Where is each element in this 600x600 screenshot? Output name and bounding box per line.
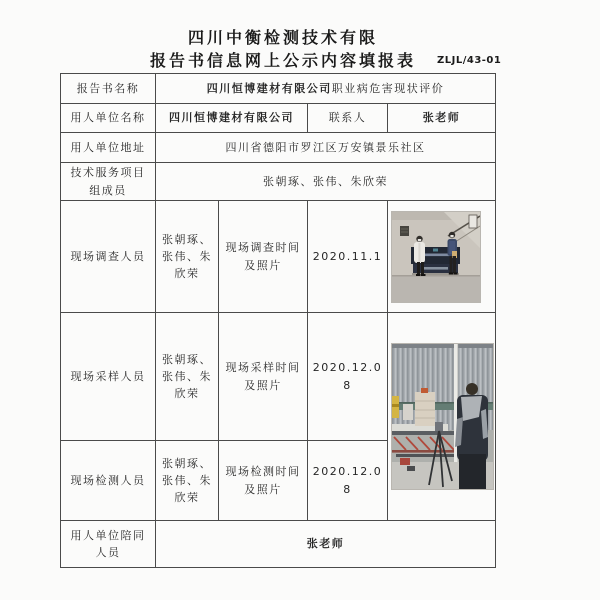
site-sampling-time-label: 现场采样时间及照片 [219,313,308,441]
employer-name-value: 四川恒博建材有限公司 [156,104,308,133]
report-info-table [60,73,496,568]
form-title-line1: 四川中衡检测技术有限 [187,28,378,47]
contact-value: 张老师 [388,104,496,133]
site-detection-time-label: 现场检测时间及照片 [219,441,308,521]
employer-address-label: 用人单位地址 [61,133,156,163]
report-name-company: 四川恒博建材有限公司 [206,81,332,95]
site-investigation-label: 现场调查人员 [61,201,156,313]
row-project-team [61,163,496,201]
site-investigation-photo [392,212,480,302]
site-investigation-photo-cell [388,201,496,313]
site-investigation-time-label: 现场调查时间及照片 [219,201,308,313]
row-report-name [61,74,496,104]
row-site-sampling [61,313,496,441]
project-team-label: 技术服务项目组成员 [61,163,156,201]
site-investigation-date: 2020.11.1 [308,201,388,313]
row-employer-address [61,133,496,163]
row-accompanying [61,521,496,568]
report-name-value [156,74,496,104]
accompanying-label: 用人单位陪同人员 [61,521,156,568]
row-employer-name [61,104,496,133]
site-detection-persons: 张朝琢、张伟、朱欣荣 [156,441,219,521]
contact-label: 联系人 [308,104,388,133]
site-detection-date: 2020.12.08 [308,441,388,521]
row-site-investigation [61,201,496,313]
accompanying-value: 张老师 [156,521,496,568]
site-sampling-photo-cell [388,313,496,521]
site-detection-label: 现场检测人员 [61,441,156,521]
site-sampling-date: 2020.12.08 [308,313,388,441]
project-team-value: 张朝琢、张伟、朱欣荣 [156,163,496,201]
employer-name-label: 用人单位名称 [61,104,156,133]
form-title-line2: 报告书信息网上公示内容填报表 [149,51,416,70]
site-sampling-photo [392,344,493,489]
employer-address-value: 四川省德阳市罗江区万安镇景乐社区 [156,133,496,163]
report-name-suffix: 职业病危害现状评价 [331,81,445,95]
site-sampling-persons: 张朝琢、张伟、朱欣荣 [156,313,219,441]
report-name-label: 报告书名称 [61,74,156,104]
document-code: ZLJL/43-01 [437,55,502,66]
site-sampling-label: 现场采样人员 [61,313,156,441]
site-investigation-persons: 张朝琢、张伟、朱欣荣 [156,201,219,313]
